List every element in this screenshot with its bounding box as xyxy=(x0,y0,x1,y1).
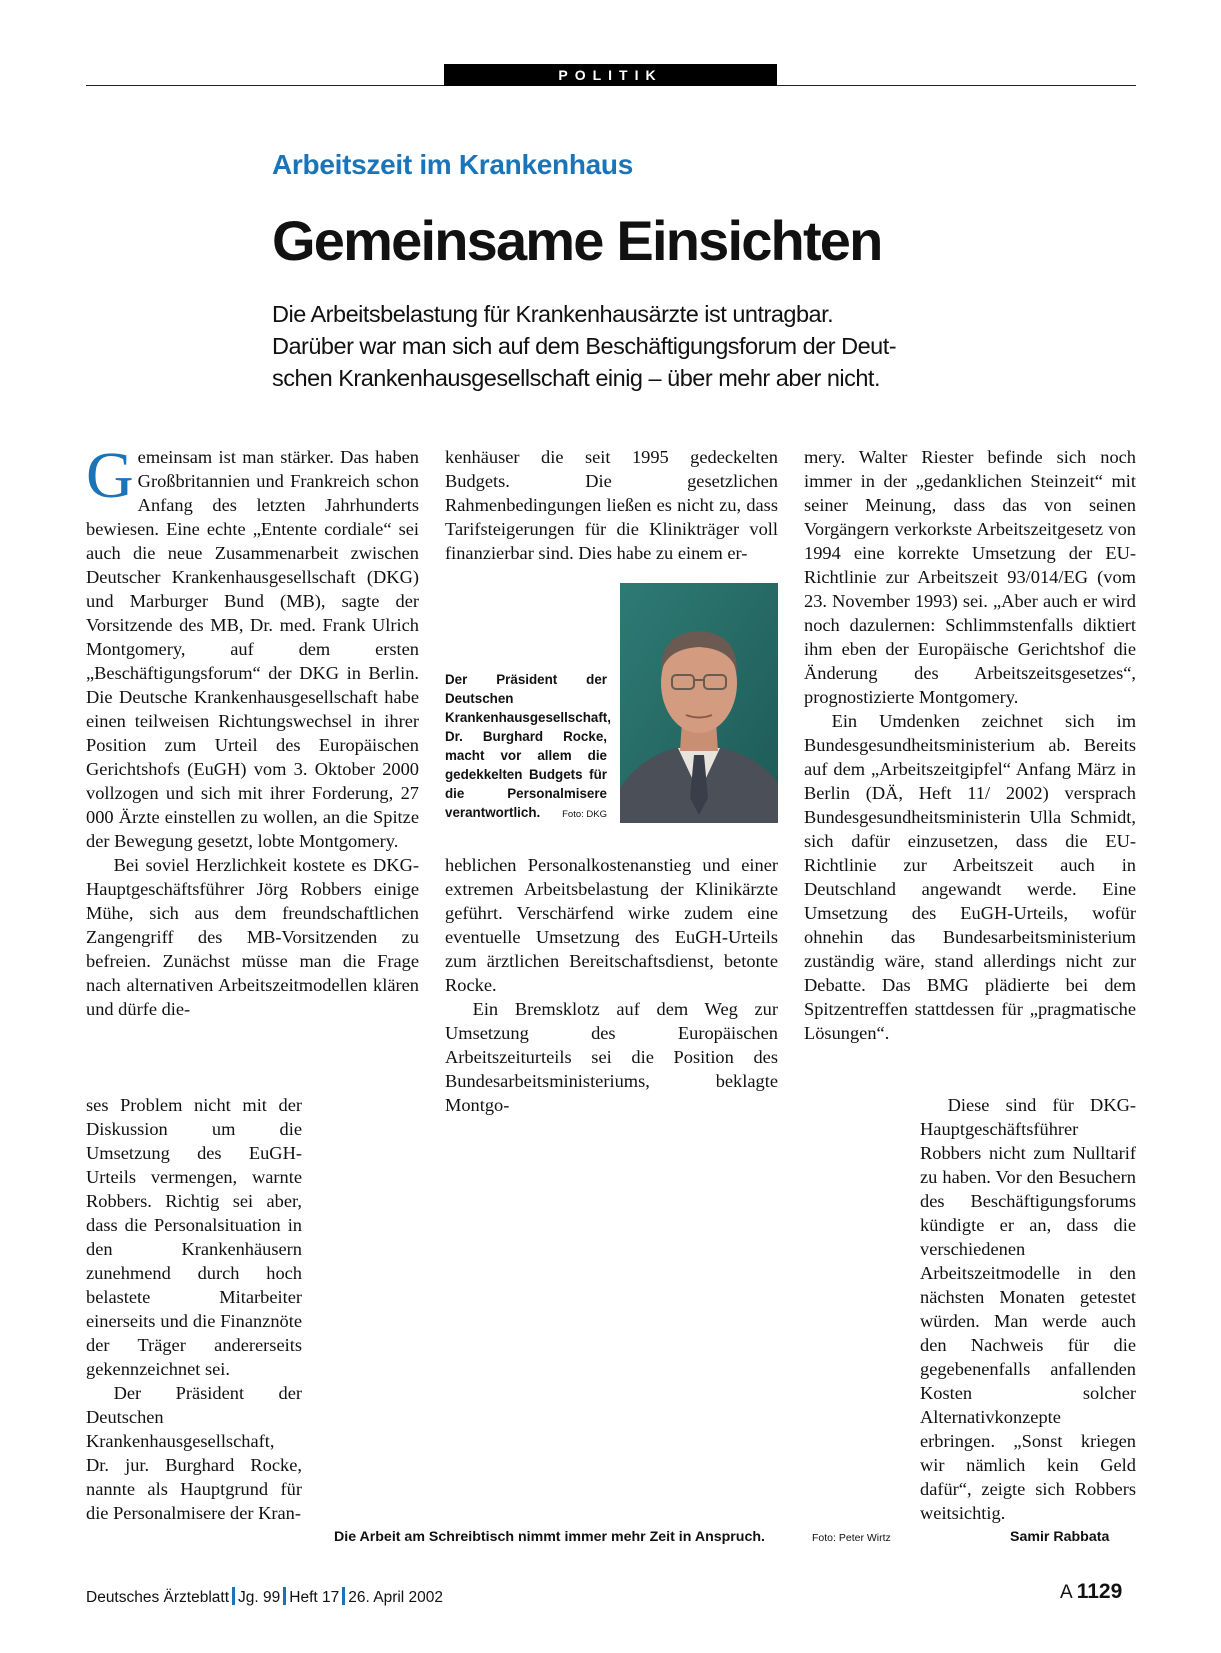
paragraph: ses Problem nicht mit der Diskussion um die Umsetzung des EuGH-Urteils vermengen, warnte Robbers. Richtig sei aber, dass die Personalsituation in den Krankenhäusern zunehmend durch hoch belastete Mitarbeiter einerseits und die Finanznöte der Träger andererseits gekennzeichnet sei. xyxy=(86,1095,302,1379)
column-1-narrow xyxy=(86,1093,302,1525)
paragraph: heblichen Personalkostenanstieg und einer extremen Arbeitsbelastung der Klinikärzte geführt. Verschärfend wirke zudem eine eventuelle Umsetzung des EuGH-Urteils zum ärztlichen Bereitschaftsdienst, betonte Rocke. xyxy=(445,855,778,995)
column-1 xyxy=(86,439,419,1021)
footer-separator xyxy=(283,1587,286,1605)
lead-line: Darüber war man sich auf dem Beschäftigungsforum der Deut- xyxy=(272,333,897,359)
photo-credit: Foto: DKG xyxy=(562,809,607,820)
paragraph: Ein Umdenken zeichnet sich im Bundesgesundheitsministerium ab. Bereits auf dem „Arbeitszeitgipfel“ Anfang März in Berlin (DÄ, Heft 11/ 2002) versprach Bundesgesundheitsministerin Ulla Schmidt, sich dafür einzusetzen, dass die EU-Richtlinie zur Arbeitszeit auch in Deutschland angewandt werde. Eine Umsetzung des EuGH-Urteils, wofür ohnehin das Bundesarbeitsministerium zuständig wäre, stand allerdings nicht zur Debatte. Das BMG plädierte bei dem Spitzentreffen stattdessen für „pragmatische Lösungen“. xyxy=(804,711,1136,1043)
section-label: POLITIK xyxy=(444,64,777,86)
page-number xyxy=(1060,1580,1122,1604)
paragraph: Ein Bremsklotz auf dem Weg zur Umsetzung des Europäischen Arbeitszeiturteils sei die Position des Bundesarbeitsministeriums, beklagte Montgo- xyxy=(445,999,778,1115)
article-author: Samir Rabbata xyxy=(1010,1529,1110,1545)
column-2-top xyxy=(445,445,778,565)
photo-caption xyxy=(445,670,611,824)
paragraph-text: emeinsam ist man stärker. Das haben Großbritannien und Frankreich schon Anfang des letzten Jahrhunderts bewiesen. Eine echte „Entente cordiale“ sei auch die neue Zusammenarbeit zwischen Deutscher Krankenhausgesellschaft (DKG) und Marburger Bund (MB), sagte der Vorsitzende des MB, Dr. med. Frank Ulrich Montgomery, auf dem ersten „Beschäftigungsforum“ der DKG in Berlin. Die Deutsche Krankenhausgesellschaft habe einen teilweisen Richtungswechsel in ihrer Position zum Urteil des Europäischen Gerichtshofs (EuGH) vom 3. Oktober 2000 vollzogen und sich mit ihrer Forderung, 27 000 Ärzte einstellen zu wollen, an die Spitze der Bewegung gesetzt, lobte Montgomery. xyxy=(86,447,419,851)
column-3-top xyxy=(804,445,1136,1045)
journal-name: Deutsches Ärzteblatt xyxy=(86,1589,230,1606)
photo-caption-text: Der Präsident der Deutschen Krankenhausgesellschaft, Dr. Burghard Rocke, macht vor allem die gedekkelten Budgets für die Personalmisere verantwortlich. xyxy=(445,672,611,820)
article-lead xyxy=(272,298,972,394)
column-3-bottom xyxy=(920,1093,1136,1525)
lead-line: Die Arbeitsbelastung für Krankenhausärzte ist untragbar. xyxy=(272,301,834,327)
page-prefix: A xyxy=(1060,1582,1073,1603)
paragraph: mery. Walter Riester befinde sich noch immer in der „gedanklichen Steinzeit“ mit seiner Meinung, dass das von seinen Vorgängern verkorkste Arbeitszeitgesetz von 1994 eine korrekte Umsetzung der EU-Richtlinie zur Arbeitszeit 93/014/EG (vom 23. November 1993) sei. „Aber auch er wird noch dazulernen: Schlimmstenfalls diktiert ihm eben der Europäische Gerichtshof die Änderung des Arbeitszeitsgesetzes“, prognostizierte Montgomery. xyxy=(804,447,1136,707)
footer xyxy=(86,1587,443,1607)
image-caption: Die Arbeit am Schreibtisch nimmt immer mehr Zeit in Anspruch. xyxy=(334,1529,765,1545)
image-credit: Foto: Peter Wirtz xyxy=(812,1532,891,1544)
footer-separator xyxy=(342,1587,345,1605)
portrait-photo xyxy=(620,583,778,823)
journal-volume: Jg. 99 xyxy=(238,1589,281,1606)
journal-date: 26. April 2002 xyxy=(348,1589,444,1606)
article-headline: Gemeinsame Einsichten xyxy=(272,209,882,272)
paragraph: kenhäuser die seit 1995 gedeckelten Budgets. Die gesetzlichen Rahmenbedingungen ließen es nicht zu, dass Tarifsteigerungen für die Klinikträger voll finanzierbar sind. Dies habe zu einem er- xyxy=(445,447,778,563)
paragraph: Diese sind für DKG-Hauptgeschäftsführer Robbers nicht zum Nulltarif zu haben. Vor den Besuchern des Beschäftigungsforums kündigte er an, dass die verschiedenen Arbeitszeitmodelle in den nächsten Monaten getestet würden. Man werde auch den Nachweis für die gegebenenfalls anfallenden Kosten solcher Alternativkonzepte erbringen. „Sonst kriegen wir nämlich kein Geld dafür“, zeigte sich Robbers weitsichtig. xyxy=(920,1095,1136,1523)
paragraph xyxy=(86,439,419,853)
footer-separator xyxy=(232,1587,235,1605)
column-2-bottom xyxy=(445,853,778,1117)
journal-issue: Heft 17 xyxy=(289,1589,340,1606)
lead-line: schen Krankenhausgesellschaft einig – über mehr aber nicht. xyxy=(272,365,880,391)
page-number-value: 1129 xyxy=(1076,1580,1123,1603)
paragraph: Der Präsident der Deutschen Krankenhausgesellschaft, Dr. jur. Burghard Rocke, nannte als Hauptgrund für die Personalmisere der Kran- xyxy=(86,1383,302,1523)
paragraph: Bei soviel Herzlichkeit kostete es DKG-Hauptgeschäftsführer Jörg Robbers einige Mühe, sich aus dem freundschaftlichen Zangengriff des MB-Vorsitzenden zu befreien. Zunächst müsse man die Frage nach alternativen Arbeitszeitmodellen klären und dürfe die- xyxy=(86,855,419,1019)
article-kicker: Arbeitszeit im Krankenhaus xyxy=(272,149,633,180)
dropcap-letter: G xyxy=(86,439,134,512)
